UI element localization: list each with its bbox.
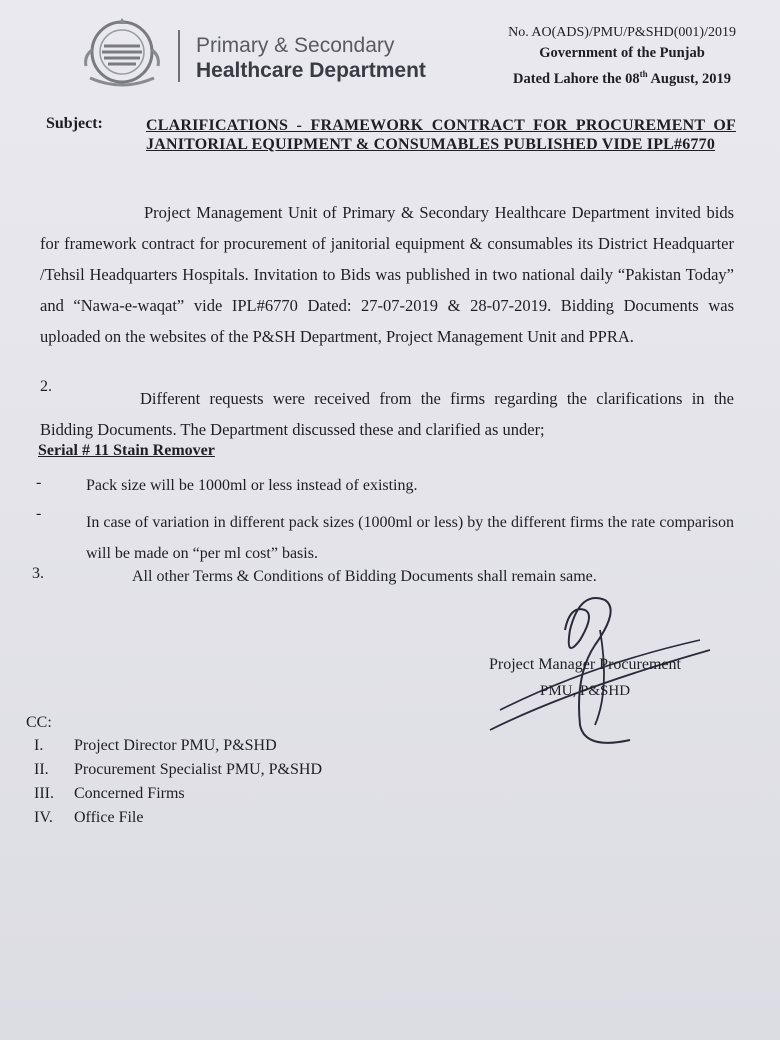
header-divider (178, 30, 180, 82)
cc-block (26, 714, 322, 830)
bullet-mark: - (36, 474, 42, 491)
bullet-mark: - (36, 505, 42, 522)
department-name-line1: Primary & Secondary (196, 34, 395, 57)
cc-label: CC: (26, 714, 52, 731)
reference-number: No. AO(ADS)/PMU/P&SHD(001)/2019 (508, 25, 736, 40)
department-name-line2: Healthcare Department (196, 59, 426, 82)
paragraph-3-number: 3. (32, 565, 44, 582)
signatory-title: Project Manager Procurement (489, 656, 681, 673)
serial-heading: Serial # 11 Stain Remover (38, 442, 215, 459)
cc-item: III. Concerned Firms (34, 785, 185, 802)
cc-list (34, 734, 322, 830)
letter-date: Dated Lahore the 08th August, 2019 (513, 69, 732, 87)
bullet-item-2: In case of variation in different pack sizes (1000ml or less) by the different firms the rate comparison will be made on “per ml cost” basis. (86, 514, 734, 562)
subject-text: CLARIFICATIONS - FRAMEWORK CONTRACT FOR PROCUREMENT OF JANITORIAL EQUIPMENT & CONSUMABLES PUBLISHED VIDE IPL#6770 (146, 117, 736, 153)
reference-block (508, 22, 736, 90)
paragraph-3: All other Terms & Conditions of Bidding Documents shall remain same. (132, 568, 597, 585)
cc-item: II. Procurement Specialist PMU, P&SHD (34, 761, 322, 778)
bullet-item-1: Pack size will be 1000ml or less instead of existing. (86, 477, 418, 494)
signatory-office: PMU, P&SHD (540, 683, 631, 699)
cc-item: IV. Office File (34, 809, 144, 826)
punjab-emblem-logo (80, 12, 164, 88)
paragraph-1: Project Management Unit of Primary & Secondary Healthcare Department invited bids for framework contract for procurement of janitorial equipment & consumables its District Headquarter /Tehsil Headquarters Hospitals. Invitation to Bids was published in two national daily “Pakistan Today” and “Nawa-e-waqat” vide IPL#6770 Dated: 27-07-2019 & 28-07-2019. Bidding Documents was uploaded on the websites of the P&SH Department, Project Management Unit and PPRA. (40, 203, 734, 346)
government-name: Government of the Punjab (539, 45, 705, 61)
cc-item: I. Project Director PMU, P&SHD (34, 737, 277, 754)
paragraph-2: Different requests were received from the firms regarding the clarifications in the Bidding Documents. The Department discussed these and clarified as under; (40, 389, 734, 439)
handwritten-signature (470, 590, 720, 760)
paragraph-2-number: 2. (40, 378, 52, 395)
subject-label: Subject: (46, 115, 103, 132)
